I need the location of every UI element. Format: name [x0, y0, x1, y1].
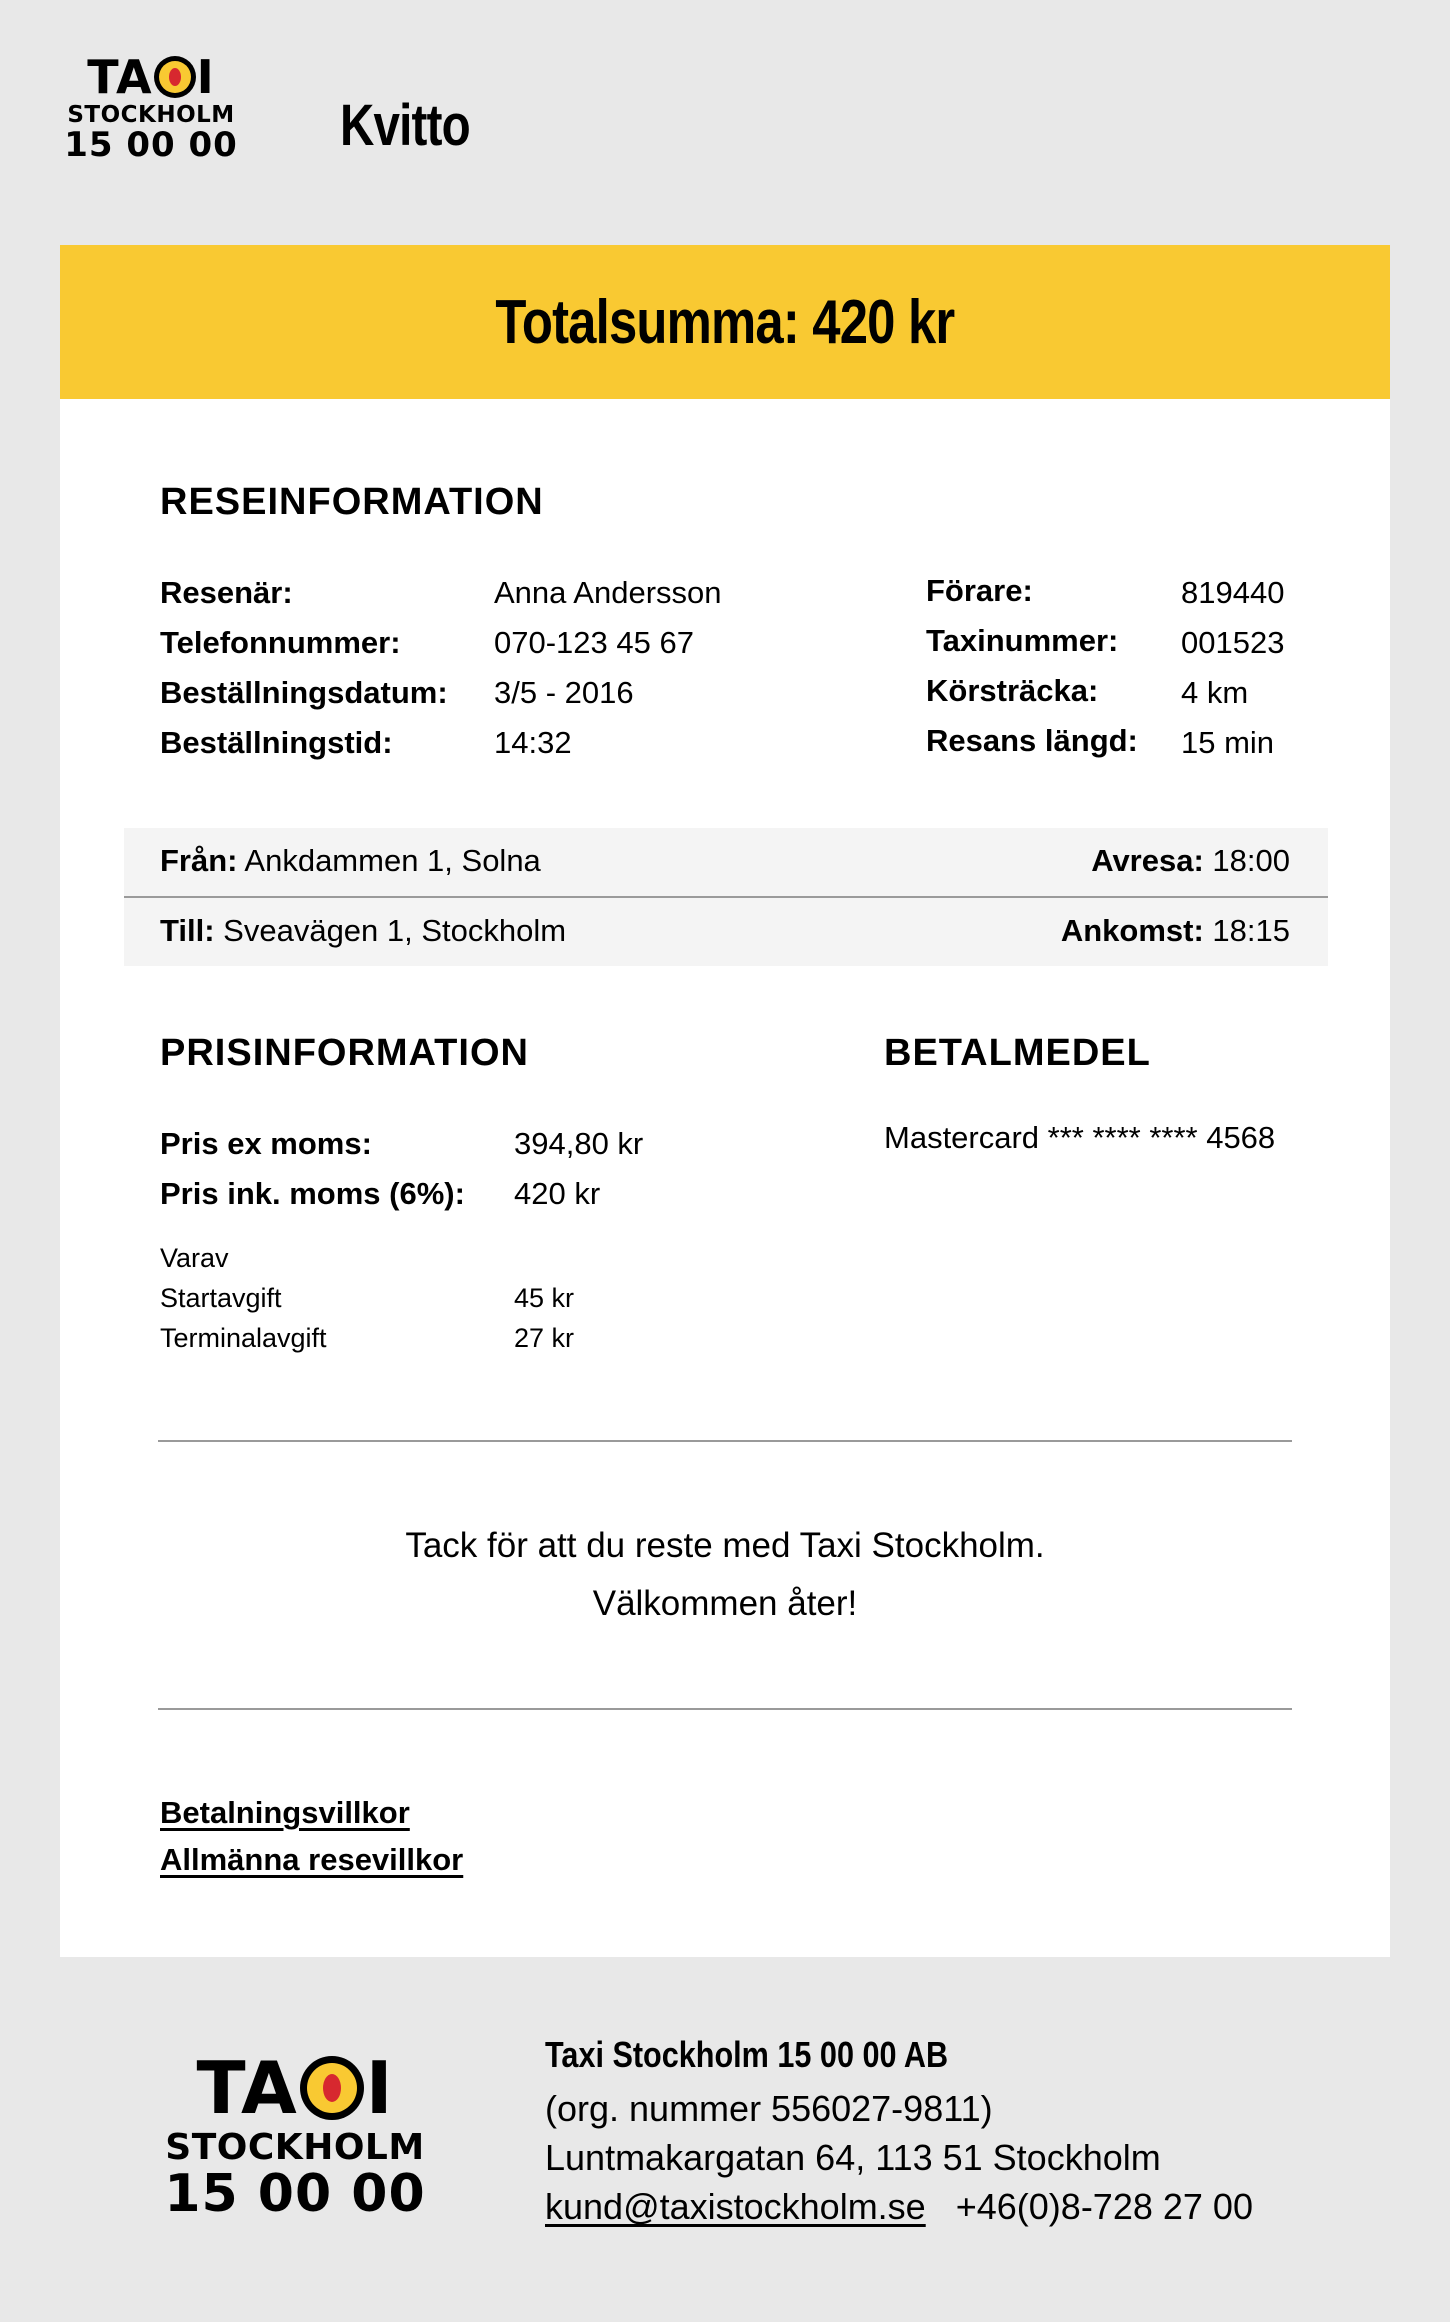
price-inc-label: Pris ink. moms (6%):	[160, 1176, 465, 1211]
email-link[interactable]: kund@taxistockholm.se	[545, 2186, 926, 2227]
taxi-number-value: 001523	[1181, 625, 1285, 660]
logo-taxi-left: TA	[196, 2046, 298, 2130]
logo-seal-icon	[300, 2056, 364, 2120]
to-address: Sveavägen 1, Stockholm	[223, 913, 567, 948]
price-ex-value: 394,80 kr	[514, 1126, 644, 1161]
payment-terms-link[interactable]: Betalningsvillkor	[160, 1795, 410, 1830]
from-label: Från:	[160, 843, 238, 878]
receipt-card	[60, 245, 1390, 1957]
thanks-line-1: Tack för att du reste med Taxi Stockholm.	[405, 1526, 1045, 1565]
passenger-value: Anna Andersson	[494, 575, 722, 610]
header-logo	[58, 50, 244, 165]
arrive-label: Ankomst:	[1060, 913, 1204, 948]
total-amount: Totalsumma: 420 kr	[495, 287, 955, 357]
travel-terms-link[interactable]: Allmänna resevillkor	[160, 1842, 464, 1877]
logo-city: STOCKHOLM	[165, 2127, 425, 2168]
thanks-line-2: Välkommen åter!	[592, 1584, 858, 1623]
footer-logo	[152, 2046, 438, 2224]
company-name: Taxi Stockholm 15 00 00 AB	[545, 2034, 949, 2075]
duration-label: Resans längd:	[926, 723, 1138, 758]
route-depart	[1091, 843, 1290, 879]
phone-value: 070-123 45 67	[494, 625, 694, 660]
of-which-label: Varav	[160, 1243, 229, 1273]
arrive-time: 18:15	[1212, 913, 1290, 948]
payment-heading: BETALMEDEL	[884, 1032, 1151, 1074]
terminal-fee-value: 27 kr	[514, 1323, 575, 1353]
total-banner	[60, 245, 1390, 399]
org-number: (org. nummer 556027-9811)	[545, 2088, 993, 2129]
page-title: Kvitto	[340, 93, 470, 158]
divider	[158, 1440, 1292, 1442]
to-label: Till:	[160, 913, 215, 948]
payment-card: Mastercard *** **** **** 4568	[884, 1120, 1276, 1155]
duration-value: 15 min	[1181, 725, 1275, 760]
taxi-number-label: Taxinummer:	[926, 623, 1119, 658]
contact-line	[545, 2186, 1253, 2228]
passenger-label: Resenär:	[160, 575, 293, 610]
logo-seal-icon	[154, 56, 196, 98]
order-date-value: 3/5 - 2016	[494, 675, 634, 710]
divider	[158, 1708, 1292, 1710]
route-arrive	[1061, 913, 1290, 949]
order-date-label: Beställningsdatum:	[160, 675, 448, 710]
logo-number: 15 00 00	[64, 125, 238, 165]
depart-time: 18:00	[1212, 843, 1290, 878]
start-fee-value: 45 kr	[514, 1283, 575, 1313]
phone-label: Telefonnummer:	[160, 625, 401, 660]
price-info-heading: PRISINFORMATION	[160, 1032, 529, 1074]
depart-label: Avresa:	[1091, 843, 1204, 878]
price-inc-value: 420 kr	[514, 1176, 601, 1211]
logo-taxi-left: TA	[87, 50, 153, 104]
driver-label: Förare:	[926, 573, 1033, 608]
route-to	[160, 913, 566, 949]
logo-number: 15 00 00	[164, 2164, 426, 2224]
order-time-value: 14:32	[494, 725, 572, 760]
route-from-row	[124, 828, 1328, 898]
start-fee-label: Startavgift	[160, 1283, 282, 1313]
logo-taxi-right: I	[365, 2046, 394, 2130]
price-ex-label: Pris ex moms:	[160, 1126, 372, 1161]
address: Luntmakargatan 64, 113 51 Stockholm	[545, 2137, 1161, 2178]
phone-number: +46(0)8-728 27 00	[955, 2186, 1253, 2227]
trip-info-heading: RESEINFORMATION	[160, 481, 544, 523]
distance-value: 4 km	[1181, 675, 1249, 710]
from-address: Ankdammen 1, Solna	[244, 843, 541, 878]
terminal-fee-label: Terminalavgift	[160, 1323, 327, 1353]
logo-taxi-right: I	[196, 50, 215, 104]
distance-label: Körsträcka:	[926, 673, 1099, 708]
order-time-label: Beställningstid:	[160, 725, 393, 760]
driver-value: 819440	[1181, 575, 1285, 610]
route-to-row	[124, 898, 1328, 966]
logo-city: STOCKHOLM	[67, 102, 235, 128]
route-from	[160, 843, 541, 879]
